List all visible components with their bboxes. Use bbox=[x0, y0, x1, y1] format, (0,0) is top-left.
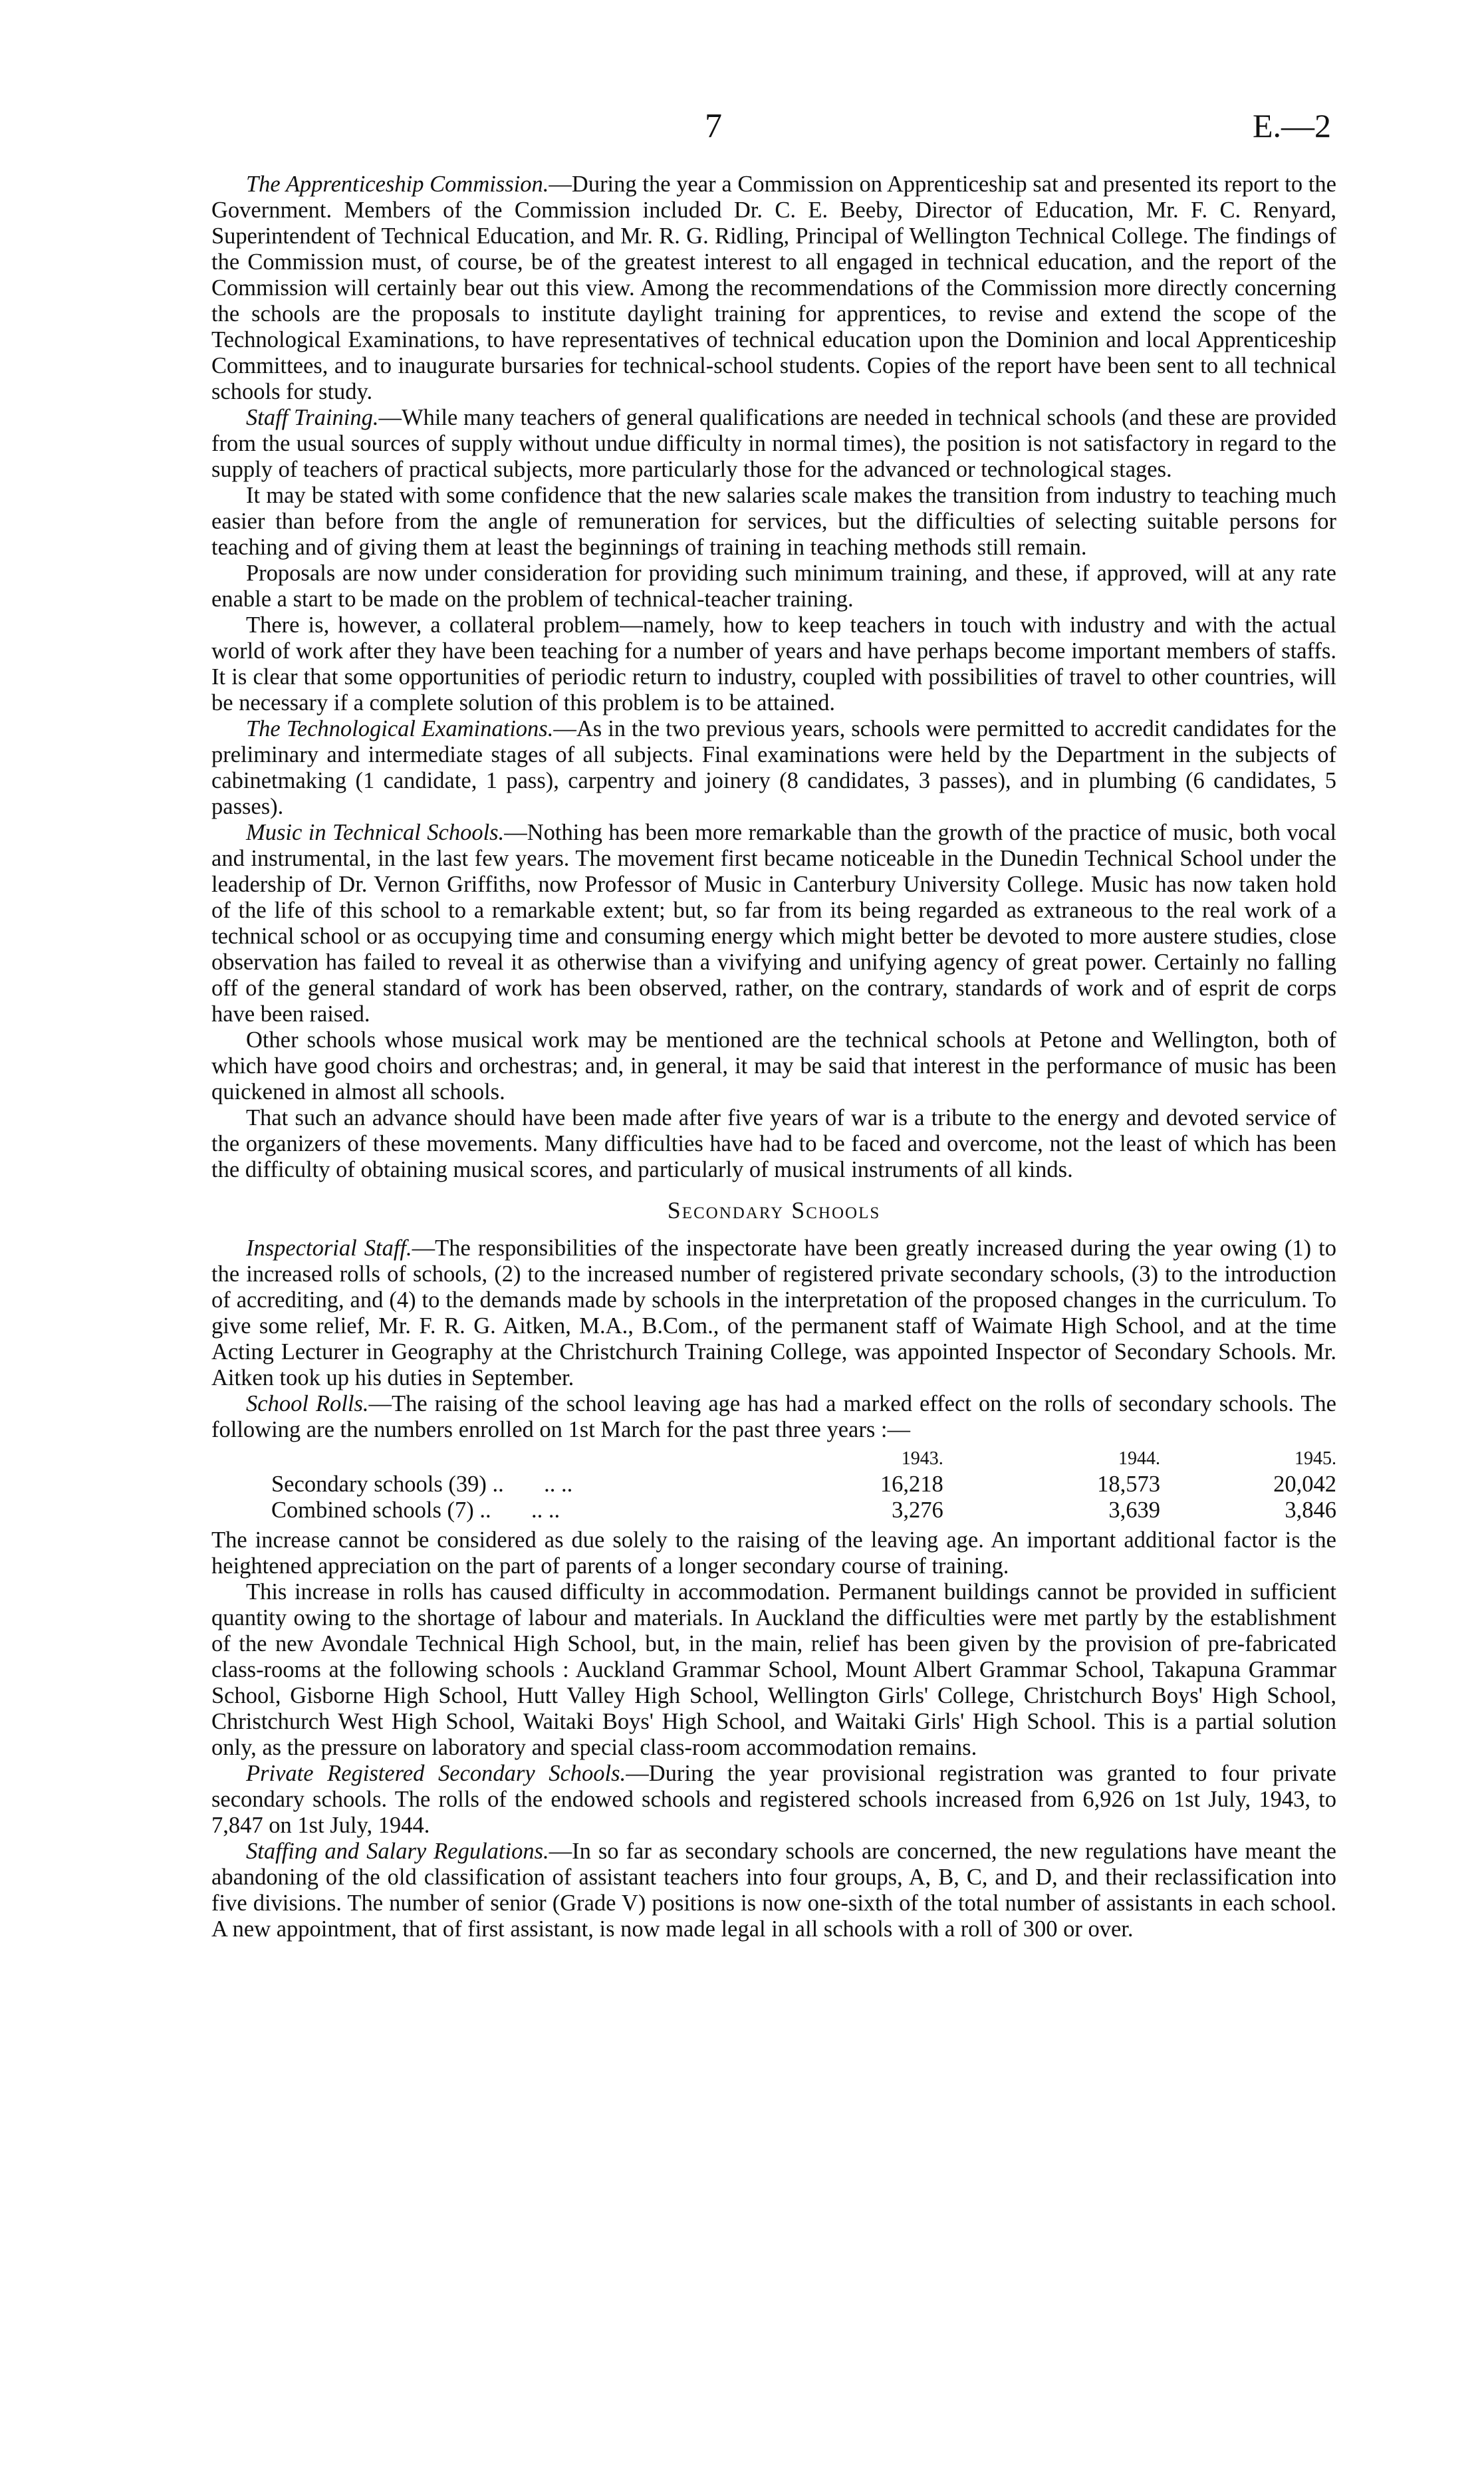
page-body bbox=[211, 172, 1336, 1942]
paragraph-heading: Private Registered Secondary Schools. bbox=[246, 1761, 626, 1786]
paragraph-text: There is, however, a collateral problem—namely, how to keep teachers in touch with industry and with the actual world of work after they have been teaching for a number of years and have perhaps become important members of staffs. It is clear that some opportunities of periodic return to industry, coupled with possibilities of travel to other countries, will be necessary if a complete solution of this problem is to be attained. bbox=[211, 612, 1336, 715]
table-row bbox=[211, 1497, 1336, 1523]
paragraph bbox=[211, 1839, 1336, 1942]
paragraph-text: —The raising of the school leaving age has had a marked effect on the rolls of secondary schools. The following are the numbers enrolled on 1st March for the past three years :— bbox=[211, 1391, 1336, 1442]
table-cell: 16,218 bbox=[880, 1472, 943, 1497]
paragraph-text: —In so far as secondary schools are concerned, the new regulations have meant the abandoning of the old classification of assistant teachers into four groups, A, B, C, and D, and their reclassification into five divisions. The number of senior (Grade V) positions is now one-sixth of the total number of assistants in each school. A new appointment, that of first assistant, is now made legal in all schools with a roll of 300 or over. bbox=[211, 1839, 1336, 1942]
section-heading: Secondary Schools bbox=[667, 1197, 881, 1224]
table-header-row bbox=[211, 1446, 1336, 1472]
table-cell: 3,276 bbox=[892, 1497, 943, 1523]
table-cell: 3,639 bbox=[1108, 1497, 1160, 1523]
paragraph bbox=[211, 1527, 1336, 1579]
paragraph-text: The increase cannot be considered as due solely to the raising of the leaving age. An important additional factor is the heightened appreciation on the part of parents of a longer secondary course of training. bbox=[211, 1527, 1336, 1579]
paragraph-text: —During the year provisional registration was granted to four private secondary schools. The rolls of the endowed schools and registered schools increased from 6,926 on 1st July, 1943, to 7,847 on 1st July, 1944. bbox=[211, 1761, 1336, 1838]
year-header: 1943. bbox=[901, 1448, 943, 1469]
paragraph bbox=[211, 405, 1336, 483]
document-reference: E.—2 bbox=[1252, 107, 1331, 144]
page-header bbox=[0, 106, 1484, 160]
secondary-schools-continued bbox=[211, 1527, 1336, 1942]
paragraph bbox=[211, 716, 1336, 820]
table-cell: 20,042 bbox=[1273, 1472, 1336, 1497]
paragraph bbox=[211, 612, 1336, 716]
table-header-spacer bbox=[211, 1446, 767, 1472]
year-header: 1945. bbox=[1295, 1448, 1336, 1469]
paragraph bbox=[211, 172, 1336, 405]
paragraph-heading: The Technological Examinations. bbox=[246, 716, 554, 741]
paragraph-heading: Staff Training. bbox=[246, 405, 379, 430]
paragraph bbox=[211, 820, 1336, 1027]
paragraph-text: Other schools whose musical work may be mentioned are the technical schools at Petone and Wellington, both of which have good choirs and orchestras; and, in general, it may be said that interest in the performance of music has been quickened in almost all schools. bbox=[211, 1027, 1336, 1104]
table-cell: 3,846 bbox=[1285, 1497, 1336, 1523]
paragraph-text: —Nothing has been more remarkable than the growth of the practice of music, both vocal and instrumental, in the last few years. The movement first became noticeable in the Dunedin Technical School under the leadership of Dr. Vernon Griffiths, now Professor of Music in Canterbury University College. Music has now taken hold of the life of this school to a remarkable extent; but, so far from its being regarded as extraneous to the real work of a technical school or as occupying time and consuming energy which might better be devoted to more austere studies, close observation has failed to reveal it as otherwise than a vivifying and unifying agency of great power. Certainly no falling off of the general standard of work has been observed, rather, on the contrary, standards of work and of esprit de corps have been raised. bbox=[211, 820, 1336, 1027]
paragraph bbox=[211, 1579, 1336, 1761]
paragraph-heading: The Apprenticeship Commission. bbox=[246, 172, 549, 197]
paragraph-text: This increase in rolls has caused difficulty in accommodation. Permanent buildings cannot be provided in sufficient quantity owing to the shortage of labour and materials. In Auckland the difficulties were met partly by the establishment of the new Avondale Technical High School, but, in the main, relief has been given by the provision of pre-fabricated class-rooms at the following schools : Auckland Grammar School, Mount Albert Grammar School, Takapuna Grammar School, Gisborne High School, Hutt Valley High School, Wellington Girls' College, Christchurch Boys' High School, Christchurch West High School, Waitaki Boys' High School, and Waitaki Girls' High School. This is a partial solution only, as the pressure on laboratory and special class-room accommodation remains. bbox=[211, 1579, 1336, 1760]
paragraph-heading: Inspectorial Staff. bbox=[246, 1235, 412, 1261]
school-rolls-table bbox=[211, 1446, 1336, 1523]
paragraph-heading: School Rolls. bbox=[246, 1391, 369, 1416]
paragraph-text: It may be stated with some confidence that the new salaries scale makes the transition from industry to teaching much easier than before from the angle of remuneration for services, but the difficulties of selecting suitable persons for teaching and of giving them at least the beginnings of training in teaching methods still remain. bbox=[211, 483, 1336, 560]
year-header: 1944. bbox=[1118, 1448, 1160, 1469]
paragraph-text: —As in the two previous years, schools were permitted to accredit candidates for the preliminary and intermediate stages of all subjects. Final examinations were held by the Department in the subjects of cabinetmaking (1 candidate, 1 pass), carpentry and joinery (8 candidates, 3 passes), and in plumbing (6 candidates, 5 passes). bbox=[211, 716, 1336, 819]
paragraph-heading: Staffing and Salary Regulations. bbox=[246, 1839, 549, 1864]
row-label: Secondary schools (39) .. .. .. bbox=[271, 1472, 573, 1497]
paragraph-text: —While many teachers of general qualifications are needed in technical schools (and these are provided from the usual sources of supply without undue difficulty in normal times), the position is not satisfactory in regard to the supply of teachers of practical subjects, more particularly those for the advanced or technological stages. bbox=[211, 405, 1337, 482]
paragraph-heading: Music in Technical Schools. bbox=[246, 820, 505, 845]
paragraph-text: Proposals are now under consideration for providing such minimum training, and these, if approved, will at any rate enable a start to be made on the problem of technical-teacher training. bbox=[211, 561, 1336, 612]
paragraph bbox=[211, 1761, 1336, 1839]
paragraph bbox=[211, 1105, 1336, 1183]
table-row bbox=[211, 1472, 1336, 1497]
paragraph-text: —The responsibilities of the inspectorate have been greatly increased during the year owing (1) to the increased rolls of schools, (2) to the increased number of registered private secondary schools, (3) to the introduction of accrediting, and (4) to the demands made by schools in the interpretation of the proposed changes in the curriculum. To give some relief, Mr. F. R. G. Aitken, M.A., B.Com., of the permanent staff of Waimate High School, and at the time Acting Lecturer in Geography at the Christchurch Training College, was appointed Inspector of Secondary Schools. Mr. Aitken took up his duties in September. bbox=[211, 1235, 1336, 1390]
paragraph bbox=[211, 1027, 1336, 1105]
paragraph bbox=[211, 561, 1336, 612]
paragraph-text: —During the year a Commission on Apprenticeship sat and presented its report to the Government. Members of the Commission included Dr. C. E. Beeby, Director of Education, Mr. F. C. Renyard, Superintendent of Technical Education, and Mr. R. G. Ridling, Principal of Wellington Technical College. The findings of the Commission must, of course, be of the greatest interest to all engaged in technical education, and the report of the Commission will certainly bear out this view. Among the recommendations of the Commission more directly concerning the schools are the proposals to institute daylight training for apprentices, to revise and extend the scope of the Technological Examinations, to have representatives of technical education upon the Dominion and local Apprenticeship Committees, and to inaugurate bursaries for technical-school students. Copies of the report have been sent to all technical schools for study. bbox=[211, 172, 1336, 404]
paragraph bbox=[211, 483, 1336, 561]
table-cell: 18,573 bbox=[1097, 1472, 1160, 1497]
secondary-schools-intro bbox=[211, 1235, 1336, 1443]
paragraph-text: That such an advance should have been made after five years of war is a tribute to the energy and devoted service of the organizers of these movements. Many difficulties have had to be faced and overcome, not the least of which has been the difficulty of obtaining musical scores, and particularly of musical instruments of all kinds. bbox=[211, 1105, 1336, 1182]
paragraph bbox=[211, 1391, 1336, 1443]
paragraph bbox=[211, 1235, 1336, 1391]
page-number: 7 bbox=[705, 107, 722, 145]
row-label: Combined schools (7) .. .. .. bbox=[271, 1497, 560, 1523]
technical-education-section bbox=[211, 172, 1336, 1183]
